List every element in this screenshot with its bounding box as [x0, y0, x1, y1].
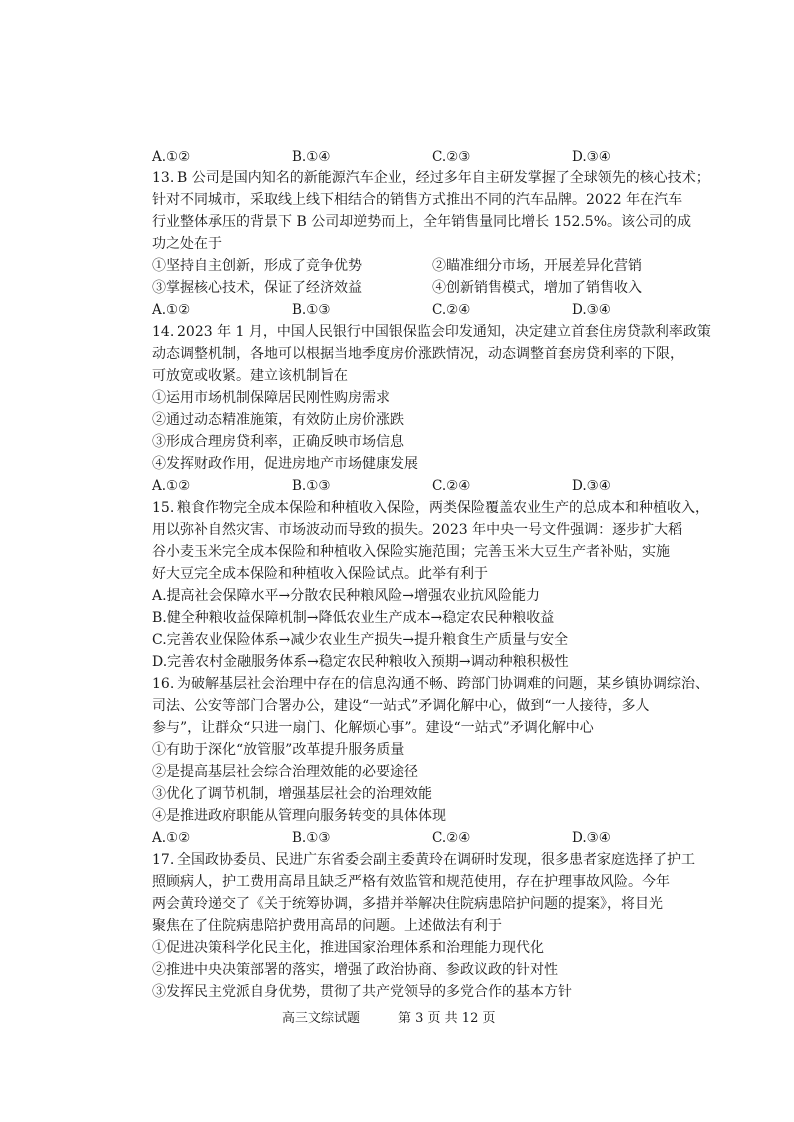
q17-item-3: ③发挥民主党派自身优势，贯彻了共产党领导的多党合作的基本方针 — [152, 984, 572, 1000]
q15-number: 15. — [152, 500, 175, 516]
footer-subject: 高三文综试题 — [282, 1011, 361, 1026]
q13-text-line: B 公司是国内知名的新能源汽车企业，经过多年自主研发掌握了全球领先的核心技术； — [177, 170, 710, 186]
q17-text-line: 两会黄玲递交了《关于统筹协调，多措并举解决住院病患陪护问题的提案》，将目光 — [152, 896, 663, 912]
q17-number: 17. — [152, 852, 175, 868]
q16-item-1: ①有助于深化“放管服”改革提升服务质量 — [152, 742, 405, 758]
q16-item-2: ②是提高基层社会综合治理效能的必要途径 — [152, 764, 418, 780]
q13-option-d: D.③④ — [572, 302, 611, 318]
q12-option-c: C.②③ — [432, 149, 471, 165]
q17-text-line: 聚焦在了住院病患陪护费用高昂的问题。上述做法有利于 — [152, 918, 502, 934]
q14-option-d: D.③④ — [572, 478, 611, 494]
q16-option-c: C.②④ — [432, 830, 471, 846]
q15-choice-d: D.完善农村金融服务体系→稳定农民种粮收入预期→调动种粮积极性 — [152, 654, 569, 670]
q14-item-1: ①运用市场机制保障居民刚性购房需求 — [152, 390, 390, 406]
q13-text-line: 针对不同城市，采取线上线下相结合的销售方式推出不同的汽车品牌。2022 年在汽车 — [152, 192, 683, 208]
q15-text-line: 谷小麦玉米完全成本保险和种植收入保险实施范围；完善玉米大豆生产者补贴，实施 — [152, 544, 670, 560]
q15-choice-c: C.完善农业保险体系→减少农业生产损失→提升粮食生产质量与安全 — [152, 632, 569, 648]
q14-text-line: 可放宽或收紧。建立该机制旨在 — [152, 368, 348, 384]
q16-text-line: 为破解基层社会治理中存在的信息沟通不畅、跨部门协调难的问题，某乡镇协调综治、 — [177, 676, 709, 692]
q16-option-b: B.①③ — [292, 830, 331, 846]
q16-item-4: ④是推进政府职能从管理向服务转变的具体体现 — [152, 808, 446, 824]
q16-item-3: ③优化了调节机制，增强基层社会的治理效能 — [152, 786, 432, 802]
q15-text-line: 用以弥补自然灾害、市场波动而导致的损失。2023 年中央一号文件强调：逐步扩大稻 — [152, 522, 683, 538]
q12-option-a: A.①② — [152, 149, 191, 165]
q14-text-line: 2023 年 1 月，中国人民银行中国银保监会印发通知，决定建立首套住房贷款利率政策 — [177, 324, 711, 340]
q15-text-line: 粮食作物完全成本保险和种植收入保险，两类保险覆盖农业生产的总成本和种植收入， — [177, 500, 709, 516]
q17-text-line: 照顾病人，护工费用高昂且缺乏严格有效监管和规范使用，存在护理事故风险。今年 — [152, 874, 670, 890]
q15-text-line: 好大豆完全成本保险和种植收入保险试点。此举有利于 — [152, 566, 488, 582]
q13-option-b: B.①③ — [292, 302, 331, 318]
q14-item-4: ④发挥财政作用，促进房地产市场健康发展 — [152, 456, 418, 472]
q16-option-a: A.①② — [152, 830, 191, 846]
q13-option-c: C.②④ — [432, 302, 471, 318]
footer-page-number: 第 3 页 共 12 页 — [398, 1011, 496, 1026]
q14-text-line: 动态调整机制，各地可以根据当地季度房价涨跌情况，动态调整首套房贷利率的下限， — [152, 346, 684, 362]
q14-number: 14. — [152, 324, 175, 340]
q13-item-3: ③掌握核心技术，保证了经济效益 — [152, 280, 362, 296]
q13-number: 13. — [152, 170, 175, 186]
q16-text-line: 司法、公安等部门合署办公，建设“一站式”矛调化解中心，做到“一人接待，多人 — [152, 698, 650, 714]
q13-text-line: 功之处在于 — [152, 236, 222, 252]
q14-item-2: ②通过动态精准施策，有效防止房价涨跌 — [152, 412, 404, 428]
q13-option-a: A.①② — [152, 302, 191, 318]
q12-option-b: B.①④ — [292, 149, 331, 165]
q17-item-2: ②推进中央决策部署的落实，增强了政治协商、参政议政的针对性 — [152, 962, 558, 978]
q14-option-b: B.①③ — [292, 478, 331, 494]
q13-text-line: 行业整体承压的背景下 B 公司却逆势而上，全年销售量同比增长 152.5%。该公司的成 — [152, 214, 692, 230]
q16-option-d: D.③④ — [572, 830, 611, 846]
q13-item-2: ②瞄准细分市场，开展差异化营销 — [432, 258, 642, 274]
q16-number: 16. — [152, 676, 175, 692]
q17-text-line: 全国政协委员、民进广东省委会副主委黄玲在调研时发现，很多患者家庭选择了护工 — [177, 852, 695, 868]
q12-option-d: D.③④ — [572, 149, 611, 165]
q13-item-1: ①坚持自主创新，形成了竞争优势 — [152, 258, 362, 274]
q13-item-4: ④创新销售模式，增加了销售收入 — [432, 280, 642, 296]
q17-item-1: ①促进决策科学化民主化，推进国家治理体系和治理能力现代化 — [152, 940, 544, 956]
q14-option-c: C.②④ — [432, 478, 471, 494]
q16-text-line: 参与”，让群众“只进一扇门、化解烦心事”。建设“一站式”矛调化解中心 — [152, 720, 594, 736]
q14-item-3: ③形成合理房贷利率，正确反映市场信息 — [152, 434, 404, 450]
q15-choice-b: B.健全种粮收益保障机制→降低农业生产成本→稳定农民种粮收益 — [152, 610, 555, 626]
q15-choice-a: A.提高社会保障水平→分散农民种粮风险→增强农业抗风险能力 — [152, 588, 541, 604]
q14-option-a: A.①② — [152, 478, 191, 494]
